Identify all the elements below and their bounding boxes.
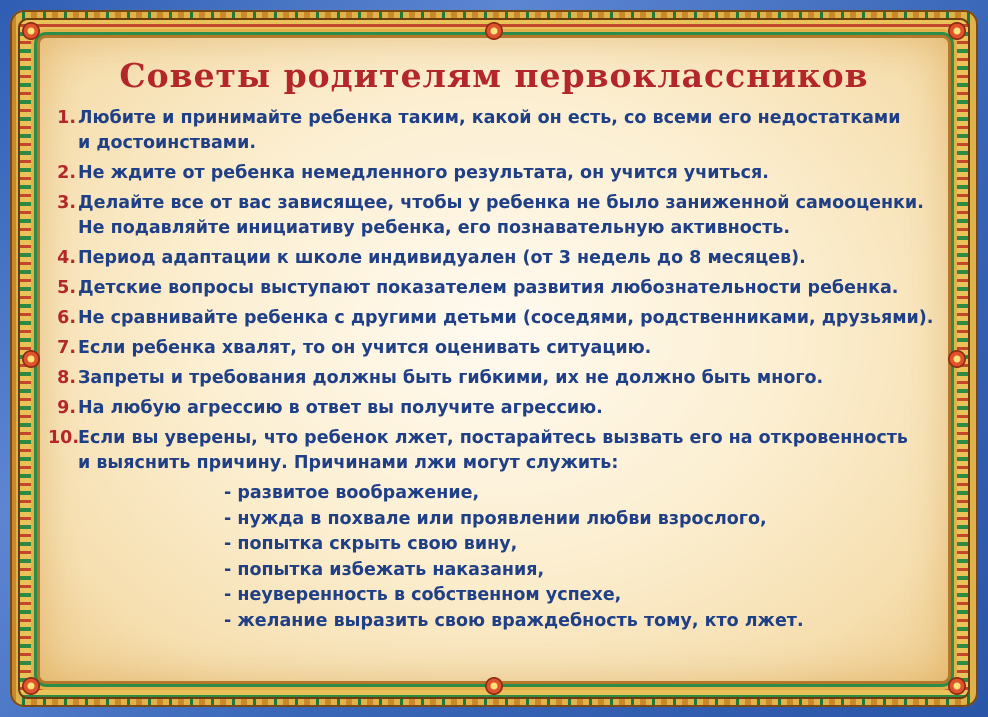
advice-text-line: Если ребенка хвалят, то он учится оценивать ситуацию. [78,338,652,358]
advice-text [78,396,948,421]
advice-text-line: и достоинствами. [78,133,257,153]
advice-item [48,306,948,331]
advice-number: 6. [57,308,76,328]
advice-text-line: Запреты и требования должны быть гибкими, их не должно быть много. [78,368,824,388]
border-ornament-icon [485,22,503,40]
advice-text-line: Не сравнивайте ребенка с другими детьми (соседями, родственниками, друзьями). [78,308,934,328]
reason-item: - попытка скрыть свою вину, [224,534,518,554]
advice-number: 4. [57,248,76,268]
advice-number: 7. [57,338,76,358]
advice-text-line: Не ждите от ребенка немедленного результата, он учится учиться. [78,163,769,183]
reason-item: - развитое воображение, [224,483,480,503]
advice-text [78,106,948,156]
advice-number: 9. [57,398,76,418]
advice-text [78,336,948,361]
advice-text-line: Детские вопросы выступают показателем развития любознательности ребенка. [78,278,899,298]
page-title: Советы родителям первоклассников [119,56,869,95]
advice-text-line: и выяснить причину. Причинами лжи могут служить: [78,453,619,473]
advice-item [48,191,948,241]
border-ornament-icon [485,677,503,695]
advice-item [48,276,948,301]
advice-number: 8. [57,368,76,388]
advice-text-line: Не подавляйте инициативу ребенка, его познавательную активность. [78,218,790,238]
advice-text [78,246,948,271]
advice-text [78,191,948,241]
advice-number: 5. [57,278,76,298]
advice-list [48,106,948,634]
advice-text [78,366,948,391]
advice-number: 10. [48,428,80,448]
advice-item [48,366,948,391]
corner-ornament-icon [948,677,966,695]
border-ornament-icon [22,350,40,368]
reason-item: - попытка избежать наказания, [224,559,545,580]
advice-item [48,336,948,361]
advice-text-line: Период адаптации к школе индивидуален (от 3 недель до 8 месяцев). [78,248,806,268]
reason-item: - желание выразить свою враждебность тому, кто лжет. [224,610,804,631]
advice-text-line: Делайте все от вас зависящее, чтобы у ребенка не было заниженной самооценки. [78,193,924,213]
advice-number: 2. [57,163,76,183]
advice-text-line: Любите и принимайте ребенка таким, какой он есть, со всеми его недостатками [78,108,901,128]
advice-text [78,161,948,186]
advice-number: 3. [57,193,76,213]
advice-text [78,426,948,476]
reason-item: - нужда в похвале или проявлении любви взрослого, [224,508,767,529]
advice-item [48,161,948,186]
border-ornament-icon [948,350,966,368]
corner-ornament-icon [948,22,966,40]
advice-text [78,276,948,301]
advice-text-line: На любую агрессию в ответ вы получите агрессию. [78,398,603,418]
advice-item [48,246,948,271]
advice-number: 1. [57,108,76,128]
corner-ornament-icon [22,677,40,695]
advice-item [48,106,948,156]
advice-item [48,396,948,421]
reasons-list [224,481,948,634]
advice-text-line: Если вы уверены, что ребенок лжет, постарайтесь вызвать его на откровенность [78,428,908,448]
reason-item: - неуверенность в собственном успехе, [224,585,622,605]
corner-ornament-icon [22,22,40,40]
advice-text [78,306,948,331]
advice-item [48,426,948,476]
